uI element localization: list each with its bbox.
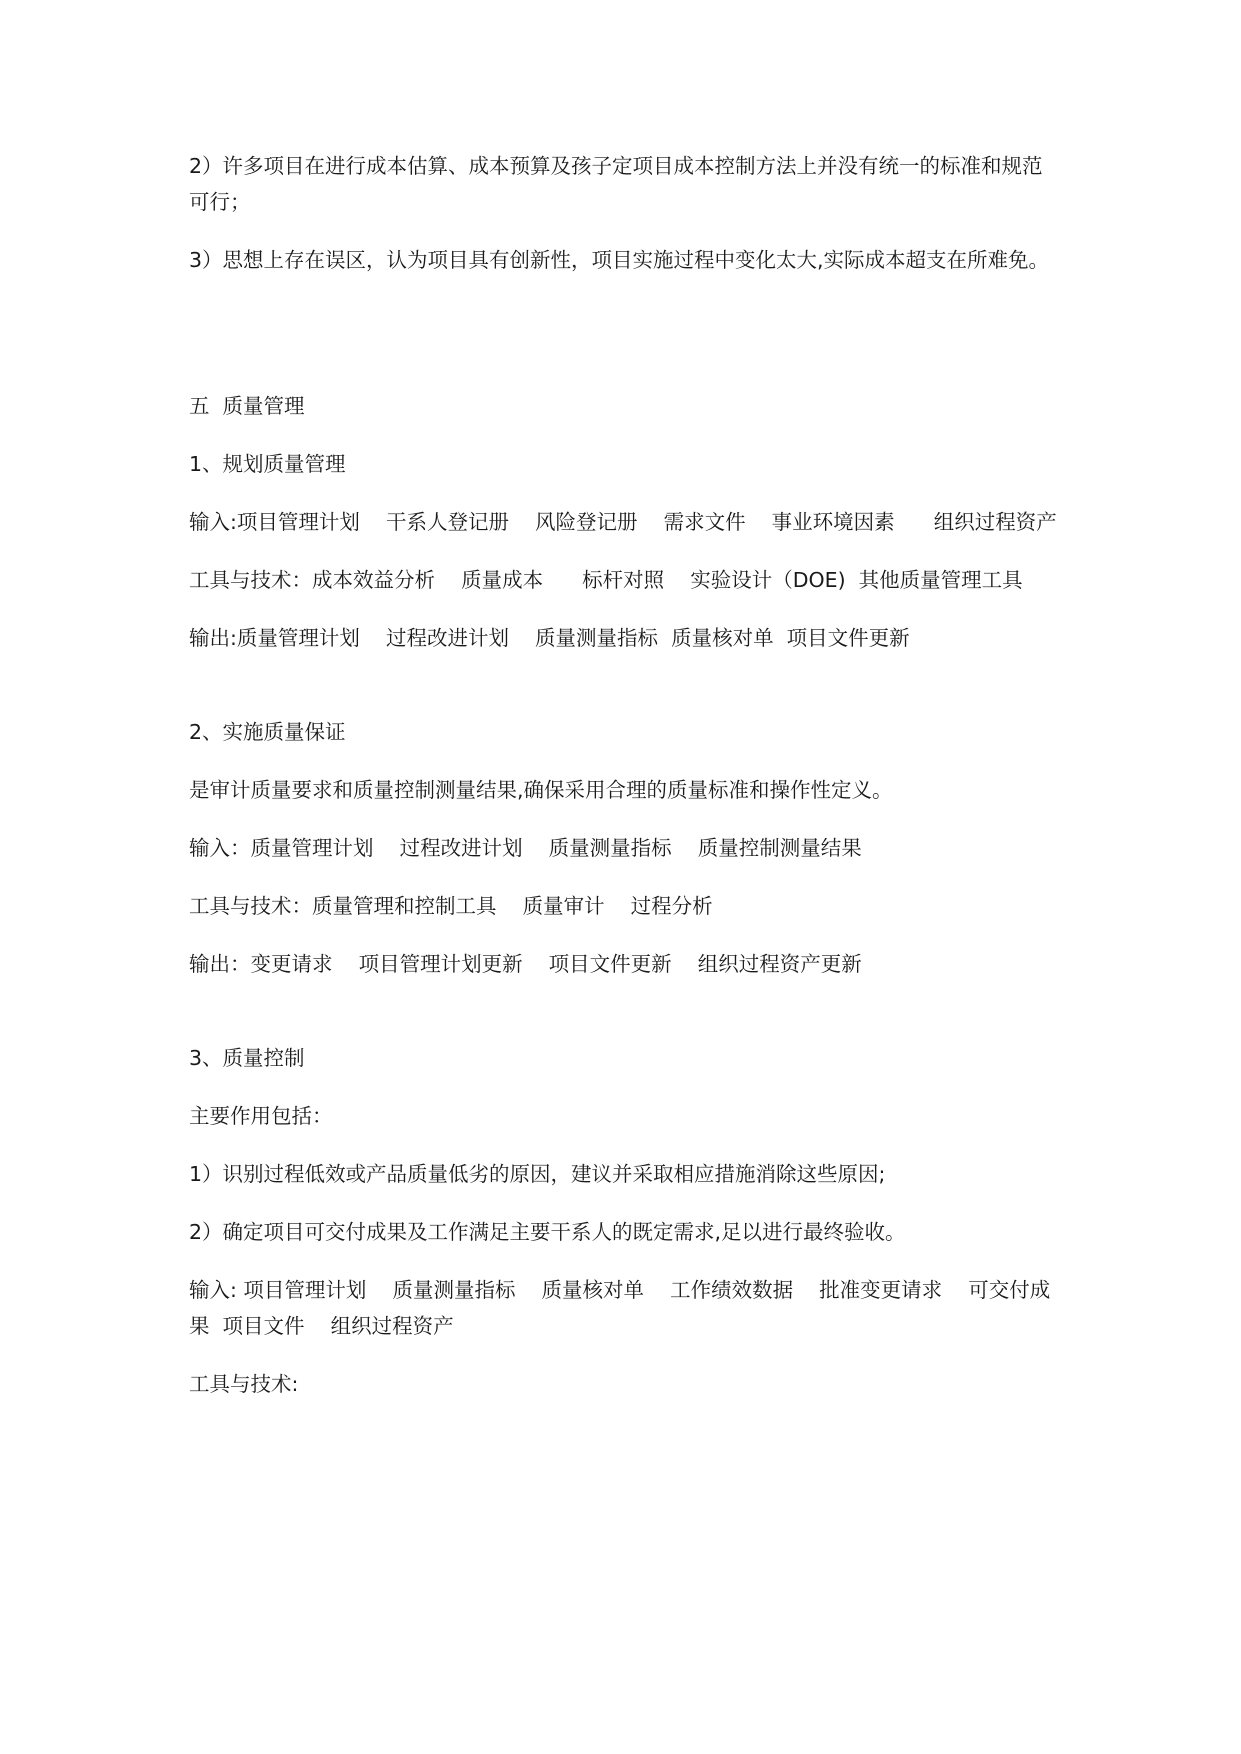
quality-assurance-tools: 工具与技术：质量管理和控制工具 质量审计 过程分析 <box>189 894 713 918</box>
cost-issue-2: 2）许多项目在进行成本估算、成本预算及孩子定项目成本控制方法上并没有统一的标准和规范可行； <box>189 154 1043 214</box>
subsection-title-quality-control: 3、质量控制 <box>189 1046 305 1070</box>
plan-quality-inputs: 输入:项目管理计划 干系人登记册 风险登记册 需求文件 事业环境因素 组织过程资产 <box>189 510 1057 534</box>
plan-quality-tools: 工具与技术：成本效益分析 质量成本 标杆对照 实验设计（DOE) 其他质量管理工具 <box>189 568 1023 592</box>
subsection-title-quality-assurance: 2、实施质量保证 <box>189 720 346 744</box>
quality-control-inputs: 输入: 项目管理计划 质量测量指标 质量核对单 工作绩效数据 批准变更请求 可交付成果 项目文件 组织过程资产 <box>189 1278 1051 1338</box>
quality-control-item-1: 1）识别过程低效或产品质量低劣的原因，建议并采取相应措施消除这些原因; <box>189 1162 886 1186</box>
quality-assurance-description: 是审计质量要求和质量控制测量结果,确保采用合理的质量标准和操作性定义。 <box>189 778 893 802</box>
plan-quality-outputs: 输出:质量管理计划 过程改进计划 质量测量指标 质量核对单 项目文件更新 <box>189 626 910 650</box>
quality-control-item-2: 2）确定项目可交付成果及工作满足主要干系人的既定需求,足以进行最终验收。 <box>189 1220 906 1244</box>
section-heading-quality: 五 质量管理 <box>189 394 305 418</box>
quality-assurance-outputs: 输出：变更请求 项目管理计划更新 项目文件更新 组织过程资产更新 <box>189 952 862 976</box>
subsection-title-plan-quality: 1、规划质量管理 <box>189 452 346 476</box>
quality-control-intro: 主要作用包括： <box>189 1104 333 1128</box>
quality-control-tools: 工具与技术: <box>189 1372 299 1396</box>
quality-assurance-inputs: 输入：质量管理计划 过程改进计划 质量测量指标 质量控制测量结果 <box>189 836 862 860</box>
cost-issue-3: 3）思想上存在误区，认为项目具有创新性，项目实施过程中变化太大,实际成本超支在所难免。 <box>189 248 1050 272</box>
document-body <box>189 148 1059 1402</box>
